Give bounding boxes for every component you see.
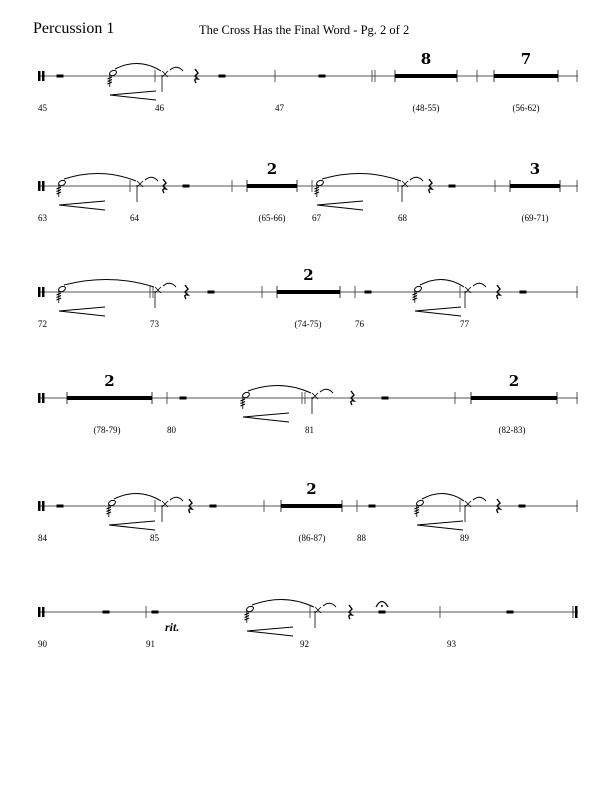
whole-rest [183, 185, 190, 188]
percussion-clef [42, 71, 45, 81]
multi-rest-range: (86-87) [298, 533, 326, 543]
multi-rest-range: (82-83) [498, 425, 526, 435]
measure-number: 84 [38, 533, 47, 543]
multi-rest-count: 2 [266, 160, 278, 178]
measure-number: 67 [312, 213, 321, 223]
crescendo-hairpin [247, 627, 293, 636]
measure-number: 85 [150, 533, 159, 543]
percussion-clef [42, 501, 45, 511]
roll-note-with-tie [57, 279, 177, 316]
measure-number: 76 [355, 319, 364, 329]
measure-number: 77 [460, 319, 469, 329]
fermata-dot [381, 605, 383, 607]
multi-rest-range: (65-66) [258, 213, 286, 223]
roll-note-with-tie [241, 385, 334, 422]
crescendo-hairpin [59, 307, 105, 316]
tie [473, 283, 486, 287]
whole-rest [210, 505, 217, 508]
percussion-clef [42, 607, 45, 617]
percussion-clef [38, 71, 41, 81]
multi-measure-rest [67, 396, 152, 400]
whole-rest [57, 505, 64, 508]
whole-rest [219, 75, 226, 78]
roll-note-with-tie [107, 493, 184, 530]
multi-rest-count: 2 [508, 372, 520, 390]
multi-rest-count: 2 [306, 480, 317, 498]
multi-rest-count: 8 [420, 50, 432, 68]
multi-measure-rest [281, 504, 342, 508]
staff-system [38, 372, 578, 435]
staff-system [38, 50, 578, 113]
measure-number: 46 [155, 103, 164, 113]
tie [420, 279, 464, 287]
tie [410, 177, 423, 181]
roll-note-with-tie [108, 63, 184, 100]
percussion-clef [38, 287, 41, 297]
tie [115, 63, 161, 71]
whole-rest [365, 291, 372, 294]
multi-rest-count: 2 [104, 372, 115, 390]
measure-number: 45 [38, 103, 47, 113]
staff-system [38, 160, 578, 223]
whole-rest [369, 505, 376, 508]
measure-number: 88 [357, 533, 366, 543]
percussion-clef [42, 287, 45, 297]
measure-number: 64 [130, 213, 139, 223]
roll-note-with-tie [415, 493, 487, 530]
tie [64, 173, 136, 181]
multi-measure-rest [510, 184, 560, 188]
tie [163, 283, 176, 287]
whole-rest [449, 185, 456, 188]
multi-rest-range: (56-62) [512, 103, 540, 113]
tie [170, 67, 183, 71]
tie [252, 599, 314, 607]
tie [320, 389, 333, 393]
multi-rest-range: (48-55) [412, 103, 440, 113]
measure-number: 63 [38, 213, 47, 223]
whole-rest [152, 611, 159, 614]
tie [248, 385, 311, 393]
crescendo-hairpin [417, 521, 463, 530]
staff-system [38, 480, 578, 543]
whole-rest [519, 505, 526, 508]
tie [323, 603, 336, 607]
multi-measure-rest [395, 74, 457, 78]
whole-rest [103, 611, 110, 614]
measure-number: 73 [150, 319, 159, 329]
roll-note-with-tie [245, 599, 337, 636]
tie [64, 279, 154, 287]
roll-note-with-tie [57, 173, 159, 210]
whole-rest [382, 397, 389, 400]
crescendo-hairpin [110, 91, 156, 100]
measure-number: 90 [38, 639, 47, 649]
whole-rest [208, 291, 215, 294]
multi-rest-count: 2 [303, 266, 314, 284]
percussion-clef [38, 181, 41, 191]
staff-system [38, 266, 578, 329]
crescendo-hairpin [59, 201, 105, 210]
whole-rest [319, 75, 326, 78]
whole-rest [180, 397, 187, 400]
measure-number: 93 [447, 639, 456, 649]
tie [170, 497, 183, 501]
percussion-clef [38, 393, 41, 403]
tie [114, 493, 161, 501]
multi-rest-count: 7 [520, 50, 532, 68]
measure-number: 89 [460, 533, 469, 543]
tie [145, 177, 158, 181]
final-barline [575, 606, 578, 618]
whole-rest [57, 75, 64, 78]
tie [422, 493, 464, 501]
roll-note-with-tie [413, 279, 487, 316]
percussion-clef [38, 607, 41, 617]
multi-measure-rest [247, 184, 297, 188]
staff-system [38, 599, 578, 649]
crescendo-hairpin [415, 307, 461, 316]
ritardando-marking: rit. [165, 620, 180, 634]
percussion-clef [42, 181, 45, 191]
measure-number: 92 [300, 639, 309, 649]
measure-number: 47 [275, 103, 284, 113]
multi-measure-rest [471, 396, 557, 400]
measure-number: 81 [305, 425, 314, 435]
percussion-clef [42, 393, 45, 403]
part-name: Percussion 1 [33, 20, 115, 37]
multi-measure-rest [277, 290, 340, 294]
percussion-clef [38, 501, 41, 511]
whole-rest [520, 291, 527, 294]
whole-rest [379, 611, 386, 614]
tie [473, 497, 486, 501]
multi-rest-range: (69-71) [521, 213, 549, 223]
measure-number: 68 [398, 213, 407, 223]
page-title: The Cross Has the Final Word - Pg. 2 of 2 [199, 23, 410, 37]
measure-number: 80 [167, 425, 176, 435]
whole-rest [507, 611, 514, 614]
tie [322, 173, 401, 181]
measure-number: 72 [38, 319, 47, 329]
crescendo-hairpin [243, 413, 289, 422]
measure-number: 91 [146, 639, 155, 649]
roll-note-with-tie [315, 173, 424, 210]
multi-measure-rest [494, 74, 558, 78]
crescendo-hairpin [109, 521, 155, 530]
multi-rest-range: (74-75) [294, 319, 322, 329]
crescendo-hairpin [317, 201, 363, 210]
multi-rest-count: 3 [529, 160, 541, 178]
multi-rest-range: (78-79) [93, 425, 121, 435]
